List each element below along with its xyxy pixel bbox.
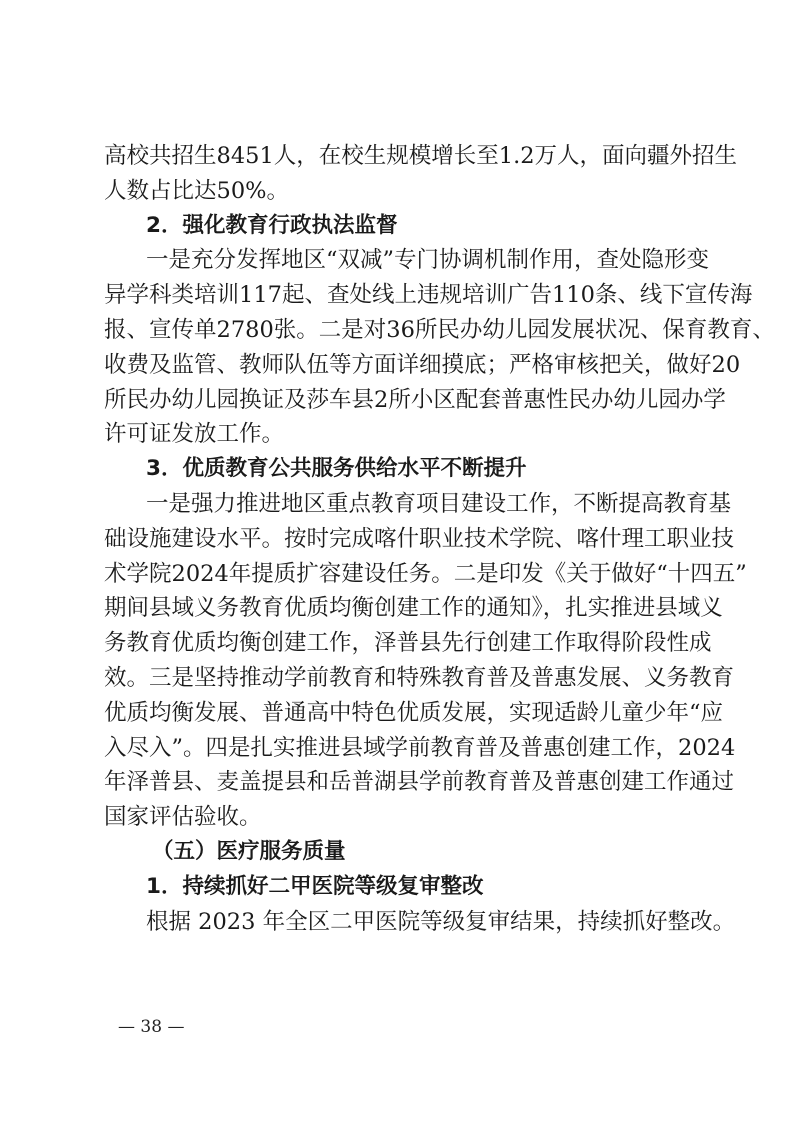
paragraph-line: 优质均衡发展、普通高中特色优质发展，实现适龄儿童少年“应 — [104, 699, 724, 726]
paragraph-line: 一是强力推进地区重点教育项目建设工作，不断提高教育基 — [146, 490, 732, 517]
paragraph-line: 高校共招生8451人，在校生规模增长至1.2万人，面向疆外招生 — [104, 143, 738, 169]
section-heading: 1．持续抓好二甲医院等级复审整改 — [146, 873, 484, 899]
paragraph-line: 所民办幼儿园换证及莎车县2所小区配套普惠性民办幼儿园办学 — [104, 386, 726, 413]
section-heading: 3．优质教育公共服务供给水平不断提升 — [146, 456, 527, 482]
paragraph-line: 务教育优质均衡创建工作，泽普县先行创建工作取得阶段性成 — [104, 630, 712, 657]
paragraph-line: 期间县域义务教育优质均衡创建工作的通知》，扎实推进县域义 — [104, 595, 723, 622]
paragraph-line: 报、宣传单2780张。二是对36所民办幼儿园发展状况、保育教育、 — [104, 316, 775, 343]
document-body — [104, 139, 775, 939]
paragraph-line: 异学科类培训117起、查处线上违规培训广告110条、线下宣传海 — [104, 282, 753, 309]
paragraph-line: 收费及监管、教师队伍等方面详细摸底；严格审核把关，做好20 — [104, 351, 741, 378]
paragraph-line: 根据 2023 年全区二甲医院等级复审结果，持续抓好整改。 — [146, 908, 736, 935]
paragraph-line: 入尽入”。四是扎实推进县域学前教育普及普惠创建工作，2024 — [104, 734, 736, 761]
paragraph-line: 效。三是坚持推动学前教育和特殊教育普及普惠发展、义务教育 — [104, 664, 735, 691]
chapter-heading: （五）医疗服务质量 — [152, 838, 346, 864]
paragraph-line: 国家评估验收。 — [104, 804, 262, 831]
paragraph-line: 年泽普县、麦盖提县和岳普湖县学前教育普及普惠创建工作通过 — [104, 769, 735, 796]
paragraph-line: 人数占比达50%。 — [104, 177, 290, 204]
page-number: — 38 — — [118, 1017, 185, 1037]
section-heading: 2．强化教育行政执法监督 — [146, 212, 398, 238]
paragraph-line: 许可证发放工作。 — [104, 421, 285, 448]
paragraph-line: 础设施建设水平。按时完成喀什职业技术学院、喀什理工职业技 — [104, 525, 735, 552]
paragraph-line: 术学院2024年提质扩容建设任务。二是印发《关于做好“十四五” — [104, 560, 747, 587]
paragraph-line: 一是充分发挥地区“双减”专门协调机制作用，查处隐形变 — [146, 247, 710, 274]
